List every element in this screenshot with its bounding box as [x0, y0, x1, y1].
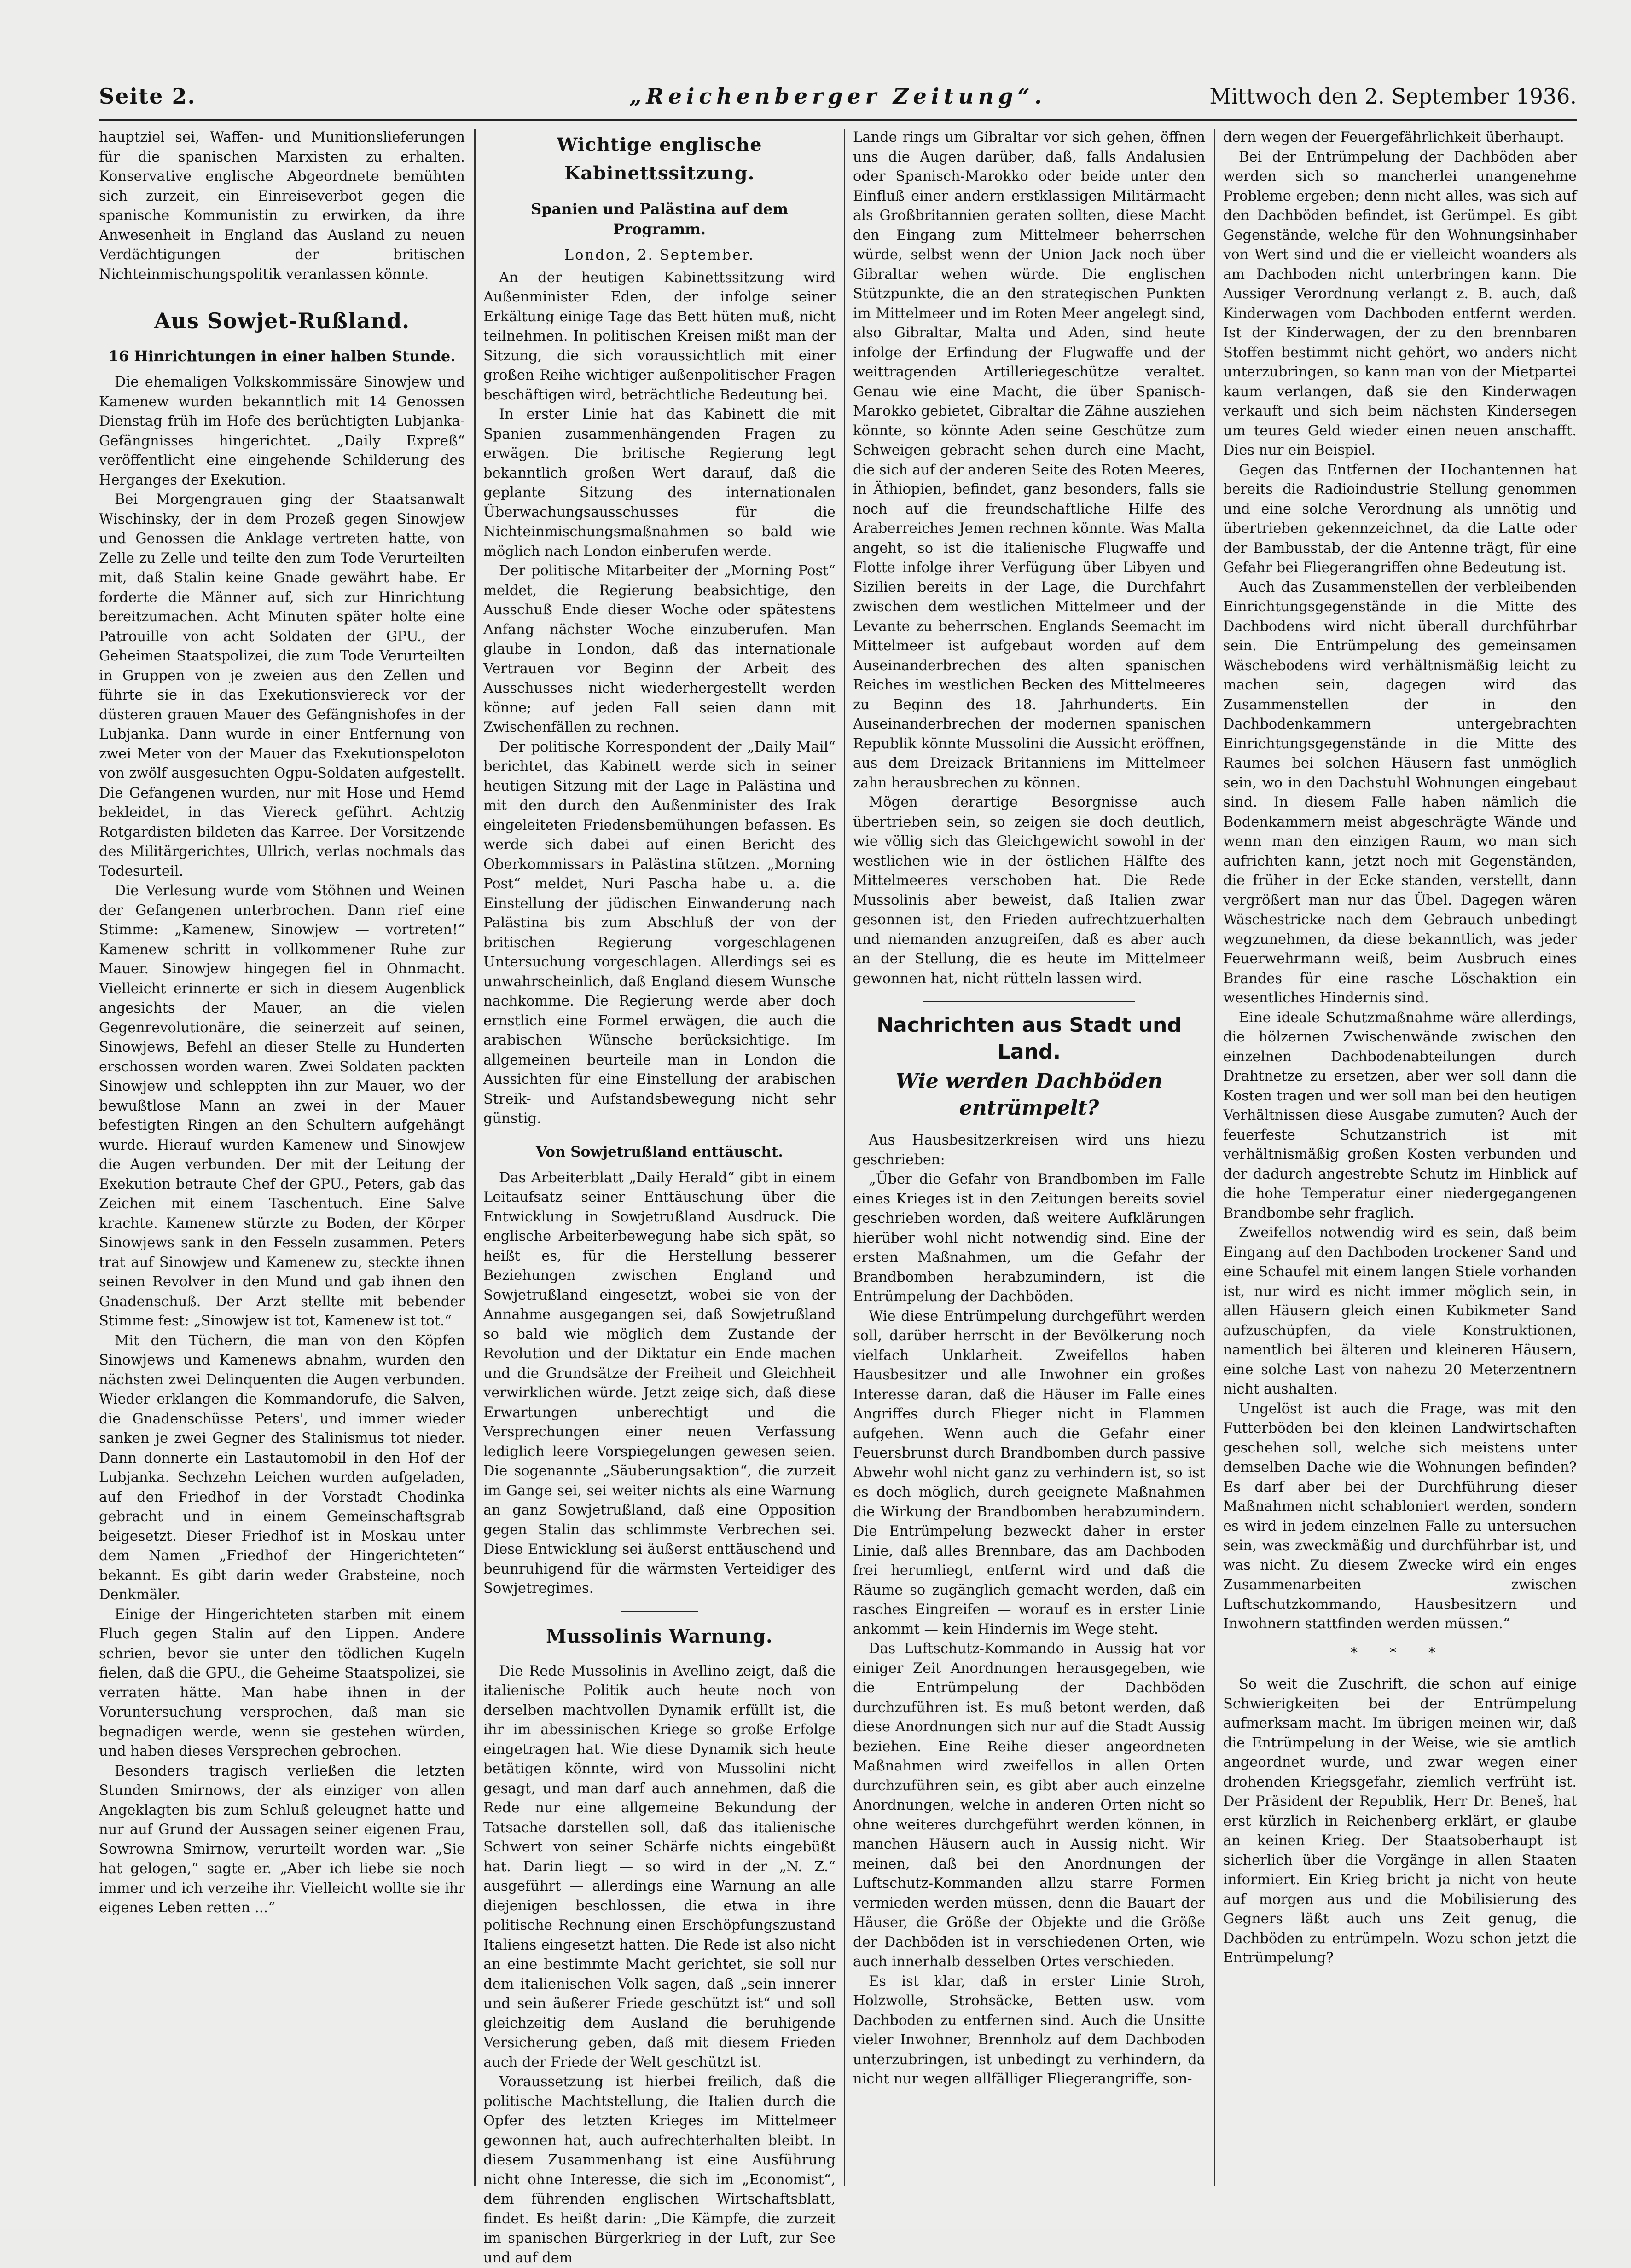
article-text: Voraussetzung ist hierbei freilich, daß die politische Machtstellung, die Italien durch die Opfer des letzten Krieges im Mittelmeer gewonnen hat, auch aufrechterhalten bleibt. In diesem Zusammenhang ist eine Ausführung nicht ohne Interesse, die sich im „Economist“, dem führenden englischen Wirtschaftsblatt, findet. Es heißt darin: „Die Kämpfe, die zurzeit im spanischen Bürgerkrieg in der Luft, zur See und auf dem	[483, 2074, 836, 2266]
article-text: Das Arbeiterblatt „Daily Herald“ gibt in einem Leitaufsatz seiner Enttäuschung über die Entwicklung in Sowjetrußland Ausdruck. Die englische Arbeiterbewegung habe sich spät, so heißt es, für die Herstellung besserer Beziehungen zwischen England und Sowjetrußland eingesetzt, wobei sie von der Annahme ausgegangen sei, daß Sowjetrußland so bald wie möglich dem Zustande der Revolution und der Diktatur ein Ende machen und die Grundsätze der Freiheit und Gleichheit verwirklichen würde. Jetzt zeige sich, daß diese Erwartungen unberechtigt und die Versprechungen einer neuen Verfassung lediglich leere Vorspiegelungen gewesen seien. Die sogenannte „Säuberungsaktion“, die zurzeit im Gange sei, sei weiter nichts als eine Warnung an ganz Sowjetrußland, daß eine Opposition gegen Stalin das schlimmste Verbrechen sei. Diese Entwicklung sei äußerst enttäuschend und beunruhigend für die wärmsten Verteidiger des Sowjetregimes.	[483, 1169, 836, 1597]
separator-rule	[621, 1611, 698, 1612]
column-divider	[844, 129, 845, 2186]
article-text: Die ehemaligen Volkskommissäre Sinowjew und Kamenew wurden bekanntlich mit 14 Genossen Dienstag früh im Hofe des berüchtigten Lubjanka-Gefängnisses hingerichtet. „Daily Expreß“ veröffentlicht eine eingehende Schilderung des Herganges der Exekution.	[99, 374, 465, 488]
article-text: Wie diese Entrümpelung durchgeführt werden soll, darüber herrscht in der Bevölkerung noch vielfach Unklarheit. Zweifellos haben Hausbesitzer und alle Inwohner ein großes Interesse daran, daß die Häuser im Falle eines Angriffes durch Flieger nicht in Flammen aufgehen. Wenn auch die Gefahr einer Feuersbrunst durch Brandbomben durch passive Abwehr wohl nicht ganz zu verhindern ist, so ist es doch möglich, durch geeignete Maßnahmen die Wirkung der Brandbomben herabzumindern. Die Entrümpelung bezweckt daher in erster Linie, daß alles Brennbare, das am Dachboden frei herumliegt, entfernt wird und daß die Räume so zugänglich gemacht werden, daß ein rasches Eingreifen — worauf es in erster Linie ankommt — kein Hindernis im Wege steht.	[853, 1308, 1205, 1637]
article-text: In erster Linie hat das Kabinett die mit Spanien zusammenhängenden Fragen zu erwägen. Die britische Regierung legt bekanntlich großen Wert darauf, daß die geplante Sitzung des internationalen Überwachungsausschusses für die Nichteinmischungsmaßnahmen so bald wie möglich nach London einberufen werde.	[483, 406, 836, 560]
article-text: Besonders tragisch verließen die letzten Stunden Smirnows, der als einziger von allen Angeklagten bis zum Schluß geleugnet hatte und nur auf Grund der Aussagen seiner eigenen Frau, Sowrowna Smirnow, verurteilt worden war. „Sie hat gelogen,“ sagte er. „Aber ich liebe sie noch immer und ich verzeihe ihr. Vielleicht wollte sie ihr eigenes Leben retten ...“	[99, 1763, 465, 1916]
masthead-rule	[99, 119, 1577, 121]
article-text: dern wegen der Feuergefährlichkeit überhaupt.	[1223, 129, 1564, 145]
article-text: Bei der Entrümpelung der Dachböden aber werden sich so mancherlei unangenehme Probleme ergeben; denn nicht alles, was sich auf den Dachböden befindet, ist Gerümpel. Es gibt Gegenstände, welche für den Wohnungsinhaber von Wert sind und die er vielleicht woanders als am Dachboden nicht unterbringen kann. Die Aussiger Verordnung verlangt z. B. auch, daß Kinderwagen vom Dachboden entfernt werden. Ist der Kinderwagen, der zu den brennbaren Stoffen bestimmt nicht gehört, wo anders nicht unterzubringen, so kann man von der Mietpartei kaum verlangen, daß sie den Kinderwagen verkauft und sich beim nächsten Kindersegen um teures Geld wieder einen neuen anschafft. Dies nur ein Beispiel.	[1223, 149, 1577, 458]
article-headline: Von Sowjetrußland enttäuscht.	[535, 1143, 784, 1160]
article-text: hauptziel sei, Waffen- und Munitionslieferungen für die spanischen Marxisten zu erhalten. Konservative englische Abgeordnete bemühten sich zurzeit, ein Einreiseverbot gegen die spanische Kommunistin zu erwirken, da ihre Anwesenheit in England das Ausland zu neuen Verdächtigungen der britischen Nichteinmischungspolitik veranlassen könnte.	[99, 129, 465, 283]
article-text: Lande rings um Gibraltar vor sich gehen, öffnen uns die Augen darüber, daß, falls Andalusien oder Spanisch-Marokko oder beide unter den Einfluß einer andern erstklassigen Militärmacht als Großbritannien geraten sollten, diese Macht den Eingang zum Mittelmeer beherrschen würde, selbst wenn der Union Jack noch über Gibraltar wehen würde. Die englischen Stützpunkte, die an den strategischen Punkten im Mittelmeer und im Roten Meer angelegt sind, also Gibraltar, Malta und Aden, sind heute infolge der Erfindung der Flugwaffe und der weittragenden Artilleriegeschütze veraltet. Genau wie eine Macht, die über Spanisch-Marokko gebietet, Gibraltar die Zähne ausziehen könnte, so könnte Aden seine Geschütze zum Schweigen gebracht sehen durch eine Macht, die sich auf der anderen Seite des Roten Meeres, in Äthiopien, befindet, ganz besonders, falls sie noch auf die freundschaftliche Hilfe des Araberreiches Jemen rechnen könnte. Was Malta angeht, so ist die italienische Flugwaffe und Flotte infolge ihrer Verfügung über Libyen und Sizilien bereits in der Lage, die Durchfahrt zwischen dem westlichen Mittelmeer und der Levante zu beherrschen. Englands Seemacht im Mittelmeer ist aufgebaut worden auf dem Auseinanderbrechen des alten spanischen Reiches im westlichen Becken des Mittelmeeres zu Beginn des 18. Jahrhunderts. Ein Auseinanderbrechen der modernen spanischen Republik könnte Mussolini die Aussicht eröffnen, aus dem Dreizack Britanniens im Mittelmeer zahn herausbrechen zu können.	[853, 129, 1205, 791]
column-4	[1223, 128, 1577, 2185]
column-1	[99, 128, 465, 2185]
article-text: Auch das Zusammenstellen der verbleibenden Einrichtungsgegenstände in die Mitte des Dachbodens wird nicht überall durchführbar sein. Die Entrümpelung des gemeinsamen Wäschebodens wird verhältnismäßig leicht zu machen sein, dagegen wird das Zusammenstellen der in den Dachbodenkammern untergebrachten Einrichtungsgegenstände in die Mitte des Raumes bei solchen Häusern fast unmöglich sein, wo in den Dachstuhl Wohnungen eingebaut sind. In diesem Falle haben nämlich die Bodenkammern meist abgeschrägte Wände und wenn man den einzigen Raum, wo man sich aufrichten kann, jetzt noch mit Gegenständen, die früher in der Ecke standen, verstellt, dann vergrößert man nur das Übel. Dagegen wären Wäschestricke nach dem Gebrauch unbedingt wegzunehmen, da diese bekanntlich, was jeder Feuerwehrmann weiß, beim Ausbruch eines Brandes für eine rasche Löschaktion ein wesentliches Hindernis sind.	[1223, 579, 1577, 1006]
article-headline: Mussolinis Warnung.	[546, 1625, 773, 1647]
article-text: An der heutigen Kabinettssitzung wird Außenminister Eden, der infolge seiner Erkältung einige Tage das Bett hüten muß, nicht teilnehmen. In politischen Kreisen mißt man der Sitzung, die sich voraussichtlich mit einer großen Reihe wichtiger außenpolitischer Fragen beschäftigen wird, beträchtliche Bedeutung bei.	[483, 269, 836, 403]
article-text: Mit den Tüchern, die man von den Köpfen Sinowjews und Kamenews abnahm, wurden den nächsten zwei Delinquenten die Augen verbunden. Wieder erklangen die Kommandorufe, die Salven, die Gnadenschüsse Peters', und immer wieder sanken je zwei Gegner des Stalinismus tot nieder. Dann donnerte ein Lastautomobil in den Hof der Lubjanka. Sechzehn Leichen wurden aufgeladen, auf den Friedhof in der Vorstadt Chodinka gebracht und in einem Gemeinschaftsgrab beigesetzt. Dieser Friedhof ist in Moskau unter dem Namen „Friedhof der Hingerichteten“ bekannt. Es gibt darin weder Grabsteine, noch Denkmäler.	[99, 1332, 465, 1603]
page-number: Seite 2.	[99, 84, 196, 109]
article-text: Der politische Mitarbeiter der „Morning Post“ meldet, die Regierung beabsichtige, den Ausschuß Ende dieser Woche oder spätestens Anfang nächster Woche einzuberufen. Man glaube in London, daß das internationale Vertrauen vor Beginn der Arbeit des Ausschusses nicht wiederhergestellt werden könne; auf jeden Fall seien dann mit Zwischenfällen zu rechnen.	[483, 563, 836, 735]
column-divider	[1214, 129, 1215, 2186]
column-3	[853, 128, 1205, 2185]
section-break-stars: * * *	[1350, 1644, 1450, 1661]
masthead	[99, 82, 1577, 114]
article-headline: Wie werden Dachböden entrümpelt?	[895, 1070, 1163, 1120]
article-headline: Aus Sowjet-Rußland.	[154, 308, 410, 333]
column-divider	[474, 129, 476, 2186]
article-text: Die Rede Mussolinis in Avellino zeigt, daß die italienische Politik auch heute noch von derselben machtvollen Dynamik erfüllt ist, die ihr im abessinischen Kriege so große Erfolge eingetragen hat. Wie diese Dynamik sich heute betätigen könnte, wird von Mussolini nicht gesagt, und man darf auch annehmen, daß die Rede nur eine allgemeine Bekundung der Tatsache darstellen soll, daß das italienische Schwert von seiner Schärfe nichts eingebüßt hat. Darin liegt — so wird in der „N. Z.“ ausgeführt — allerdings eine Warnung an alle diejenigen beschlossen, die etwa in ihre politische Rechnung einen Erschöpfungszustand Italiens eingesetzt hatten. Die Rede ist also nicht an eine bestimmte Macht gerichtet, sie soll nur dem italienischen Volk sagen, daß „sein innerer und sein äußerer Friede geschützt ist“ und soll gleichzeitig dem Ausland die beruhigende Versicherung geben, daß mit diesem Frieden auch der Friede der Welt geschützt ist.	[483, 1663, 836, 2071]
article-text: Die Verlesung wurde vom Stöhnen und Weinen der Gefangenen unterbrochen. Dann rief eine Stimme: „Kamenew, Sinowjew — vortreten!“ Kamenew schritt in vollkommener Ruhe zur Mauer. Sinowjew hingegen fiel in Ohnmacht. Vielleicht erinnerte er sich in diesem Augenblick angesichts der Mauer, an die vielen Gegenrevolutionäre, die seinerzeit auf seinen, Sinowjews, Befehl an dieser Stelle zu Hunderten erschossen worden waren. Zwei Soldaten packten Sinowjew und schleppten ihn zur Mauer, wo der bewußtlose Mann an zwei in der Mauer befestigten Ringen an den Schultern aufgehängt wurde. Hierauf wurden Kamenew und Sinowjew die Augen verbunden. Der mit der Leitung der Exekution betraute Chef der GPU., Peters, gab das Zeichen mit einem Taschentuch. Eine Salve krachte. Kamenew stürzte zu Boden, der Körper Sinowjews sank in den Fesseln zusammen. Peters trat auf Sinowjew und Kamenew zu, steckte ihnen seinen Revolver in den Mund und gab ihnen den Gnadenschuß. Der Arzt stellte mit bebender Stimme fest: „Sinowjew ist tot, Kamenew ist tot.“	[99, 883, 465, 1329]
article-text: Eine ideale Schutzmaßnahme wäre allerdings, die hölzernen Zwischenwände zwischen den einzelnen Dachbodenabteilungen durch Drahtnetze zu ersetzen, aber wer soll dann die Kosten tragen und wer soll man bei den heutigen Verhältnissen diese Ausgabe zumuten? Auch der feuerfeste Schutzanstrich ist mit verhältnismäßig großen Kosten verbunden und der dadurch angestrebte Schutz im Hinblick auf die hohe Temperatur einer niedergegangenen Brandbombe sehr fraglich.	[1223, 1009, 1577, 1221]
article-text: Das Luftschutz-Kommando in Aussig hat vor einiger Zeit Anordnungen herausgegeben, wie die Entrümpelung der Dachböden durchzuführen ist. Es muß betont werden, daß diese Anordnungen sich nur auf die Stadt Aussig beziehen. Eine Reihe dieser angeordneten Maßnahmen wird zweifellos in allen Orten durchzuführen sein, es gibt aber auch einzelne Anordnungen, welche in anderen Orten nicht so ohne weiteres durchgeführt werden können, in manchen Häusern auch in Aussig nicht. Wir meinen, daß bei den Anordnungen der Luftschutz-Kommanden allzu starre Formen vermieden werden müssen, denn die Bauart der Häuser, die Größe der Objekte und die Größe der Dachböden ist in verschiedenen Orten, wie auch innerhalb desselben Ortes verschieden.	[853, 1641, 1205, 1970]
article-text: Bei Morgengrauen ging der Staatsanwalt Wischinsky, der in dem Prozeß gegen Sinowjew und Genossen die Anklage vertreten hatte, von Zelle zu Zelle und teilte den zum Tode Verurteilten mit, daß Stalin keine Gnade gewährt habe. Er forderte die Männer auf, sich zur Hinrichtung bereitzumachen. Acht Minuten später holte eine Patrouille von acht Soldaten der GPU., der Geheimen Staatspolizei, die zum Tode Verurteilten in Gruppen von je zweien aus den Zellen und führte sie in das Exekutionsviereck vor der düsteren grauen Mauer des Gefängnishofes in der Lubjanka. Dann wurde in einer Entfernung von zwei Meter von der Mauer das Exekutionspeloton von zwölf ausgesuchten Ogpu-Soldaten aufgestellt. Die Gefangenen wurden, nur mit Hose und Hemd bekleidet, in das Viereck geführt. Achtzig Rotgardisten bildeten das Karree. Der Vorsitzende des Militärgerichtes, Ullrich, verlas nochmals das Todesurteil.	[99, 492, 465, 879]
section-title: Nachrichten aus Stadt und Land.	[876, 1013, 1182, 1064]
article-text: Aus Hausbesitzerkreisen wird uns hiezu geschrieben:	[853, 1132, 1205, 1168]
article-text: Der politische Korrespondent der „Daily Mail“ berichtet, das Kabinett werde sich in seiner heutigen Sitzung mit der Lage in Palästina und mit den durch den Außenminister des Irak eingeleiteten Friedensbemühungen befassen. Es werde sich dabei auf einen Bericht des Oberkommissars in Palästina stützen. „Morning Post“ meldet, Nuri Pascha habe u. a. die Einstellung der jüdischen Einwanderung nach Palästina bis zum Abschluß der von der britischen Regierung vorgeschlagenen Untersuchung vorgeschlagen. Allerdings sei es unwahrscheinlich, daß England diesem Wunsche nachkomme. Die Regierung werde aber doch ernstlich eine Formel erwägen, die auch die arabischen Wünsche berücksichtige. Im allgemeinen beurteile man in London die Aussichten für eine Einstellung der arabischen Streik- und Aufstandsbewegung nicht sehr günstig.	[483, 739, 836, 1127]
separator-rule	[923, 1001, 1135, 1002]
article-text: „Über die Gefahr von Brandbomben im Falle eines Krieges ist in den Zeitungen bereits soviel geschrieben worden, daß weitere Aufklärungen hierüber wohl nicht notwendig sind. Eine der ersten Maßnahmen, um die Gefahr der Brandbomben herabzumindern, ist die Entrümpelung der Dachböden.	[853, 1171, 1205, 1305]
article-headline: Wichtige englische Kabinettssitzung.	[557, 134, 762, 184]
issue-date: Mittwoch den 2. September 1936.	[1209, 84, 1577, 109]
article-text: Zweifellos notwendig wird es sein, daß beim Eingang auf den Dachboden trockener Sand und eine Schaufel mit einem langen Stiele vorhanden ist, nur wird es nicht immer möglich sein, in allen Häusern gleich einen Kubikmeter Sand aufzuschüpfen, da viele Konstruktionen, namentlich bei älteren und kleineren Häusern, eine solche Last von nahezu 20 Meterzentnern nicht aushalten.	[1223, 1225, 1577, 1397]
column-2	[483, 128, 836, 2266]
newspaper-title: „Reichenberger Zeitung“.	[629, 84, 1047, 109]
article-subheadline: 16 Hinrichtungen in einer halben Stunde.	[108, 347, 456, 365]
article-text: Ungelöst ist auch die Frage, was mit den Futterböden bei den kleinen Landwirtschaften geschehen soll, welche sich meistens unter demselben Dache wie die Wohnungen befinden? Es darf aber bei der Durchführung dieser Maßnahmen nicht schabloniert werden, sondern es wird in jedem einzelnen Falle zu untersuchen sein, was zweckmäßig und durchführbar ist, und was nicht. Zu diesem Zwecke wird ein enges Zusammenarbeiten zwischen Luftschutzkommando, Hausbesitzern und Inwohnern stattfinden werden müssen.“	[1223, 1400, 1577, 1632]
article-text: Gegen das Entfernen der Hochantennen hat bereits die Radioindustrie Stellung genommen und eine solche Verordnung als unnötig und übertrieben gekennzeichnet, da die Latte oder der Bambusstab, der die Antenne trägt, für eine Gefahr bei Fliegerangriffen ohne Bedeutung ist.	[1223, 462, 1577, 576]
article-text: Mögen derartige Besorgnisse auch übertrieben sein, so zeigen sie doch deutlich, wie völlig sich das Gleichgewicht sowohl in der westlichen wie in der östlichen Hälfte des Mittelmeeres verschoben hat. Die Rede Mussolinis aber beweist, daß Italien zwar gesonnen ist, den Frieden aufrechtzuerhalten und niemanden anzugreifen, daß es aber auch an der Stellung, die es heute im Mittelmeer gewonnen hat, nicht rütteln lassen wird.	[853, 794, 1205, 987]
article-text: So weit die Zuschrift, die schon auf einige Schwierigkeiten bei der Entrümpelung aufmerksam macht. Im übrigen meinen wir, daß die Entrümpelung in der Weise, wie sie amtlich angeordnet wurde, und zwar wegen einer drohenden Kriegsgefahr, ziemlich verfrüht ist. Der Präsident der Republik, Herr Dr. Beneš, hat erst kürzlich in Reichenberg erklärt, er glaube an keinen Krieg. Der Staatsoberhaupt ist sicherlich über die Vorgänge in allen Staaten informiert. Ein Krieg bricht ja nicht von heute auf morgen aus und die Mobilisierung des Gegners läßt auch uns Zeit genug, die Dachböden zu entrümpeln. Wozu schon jetzt die Entrümpelung?	[1223, 1676, 1577, 1966]
article-text: Einige der Hingerichteten starben mit einem Fluch gegen Stalin auf den Lippen. Andere schrien, bevor sie unter den tödlichen Kugeln fielen, daß die GPU., die Geheime Staatspolizei, sie verraten hätte. Man habe ihnen in der Voruntersuchung versprochen, daß man sie begnadigen werde, wenn sie gestehen würden, und haben dieses Versprechen gebrochen.	[99, 1606, 465, 1759]
article-text: Es ist klar, daß in erster Linie Stroh, Holzwolle, Strohsäcke, Betten usw. vom Dachboden zu entfernen sind. Auch die Unsitte vieler Inwohner, Brennholz auf dem Dachboden unterzubringen, ist unbedingt zu verhindern, da nicht nur wegen allfälliger Fliegerangriffe, son-	[853, 1973, 1205, 2087]
dateline: London, 2. September.	[564, 247, 755, 263]
article-subheadline: Spanien und Palästina auf dem Programm.	[531, 200, 788, 238]
